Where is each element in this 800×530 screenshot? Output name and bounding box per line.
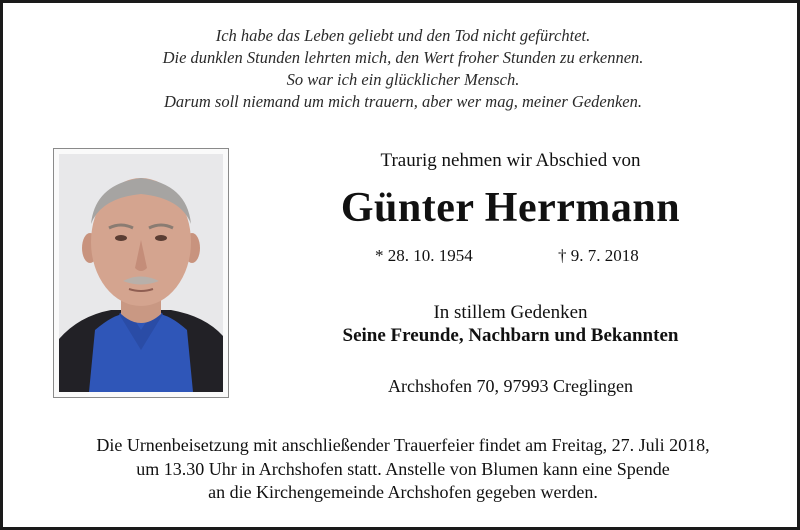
mourners-address: Archshofen 70, 97993 Creglingen: [388, 376, 633, 396]
deceased-name: Günter Herrmann: [340, 185, 681, 231]
poem-line: Die dunklen Stunden lehrten mich, den Wert froher Stunden zu erkennen.: [162, 48, 644, 67]
notice-line: Die Urnenbeisetzung mit anschließender Trauerfeier findet am Freitag, 27. Juli 2018,: [96, 435, 710, 455]
mourners-names: Seine Freunde, Nachbarn und Bekannten: [342, 325, 679, 346]
portrait-frame: [53, 148, 229, 398]
poem-line: Darum soll niemand um mich trauern, aber wer mag, meiner Gedenken.: [164, 92, 642, 111]
poem: [3, 25, 800, 113]
memory-heading: In stillem Gedenken: [433, 302, 588, 323]
notice-line: an die Kirchengemeinde Archshofen gegeben werden.: [208, 482, 598, 502]
notice-line: um 13.30 Uhr in Archshofen statt. Anstelle von Blumen kann eine Spende: [136, 458, 670, 479]
birth-date: * 28. 10. 1954: [375, 246, 473, 265]
intro-text: Traurig nehmen wir Abschied von: [380, 150, 641, 171]
portrait-photo: [59, 154, 223, 392]
poem-line: So war ich ein glücklicher Mensch.: [286, 70, 520, 89]
poem-line: Ich habe das Leben geliebt und den Tod nicht gefürchtet.: [215, 26, 591, 45]
death-date: † 9. 7. 2018: [558, 246, 639, 265]
funeral-notice: [3, 434, 800, 505]
